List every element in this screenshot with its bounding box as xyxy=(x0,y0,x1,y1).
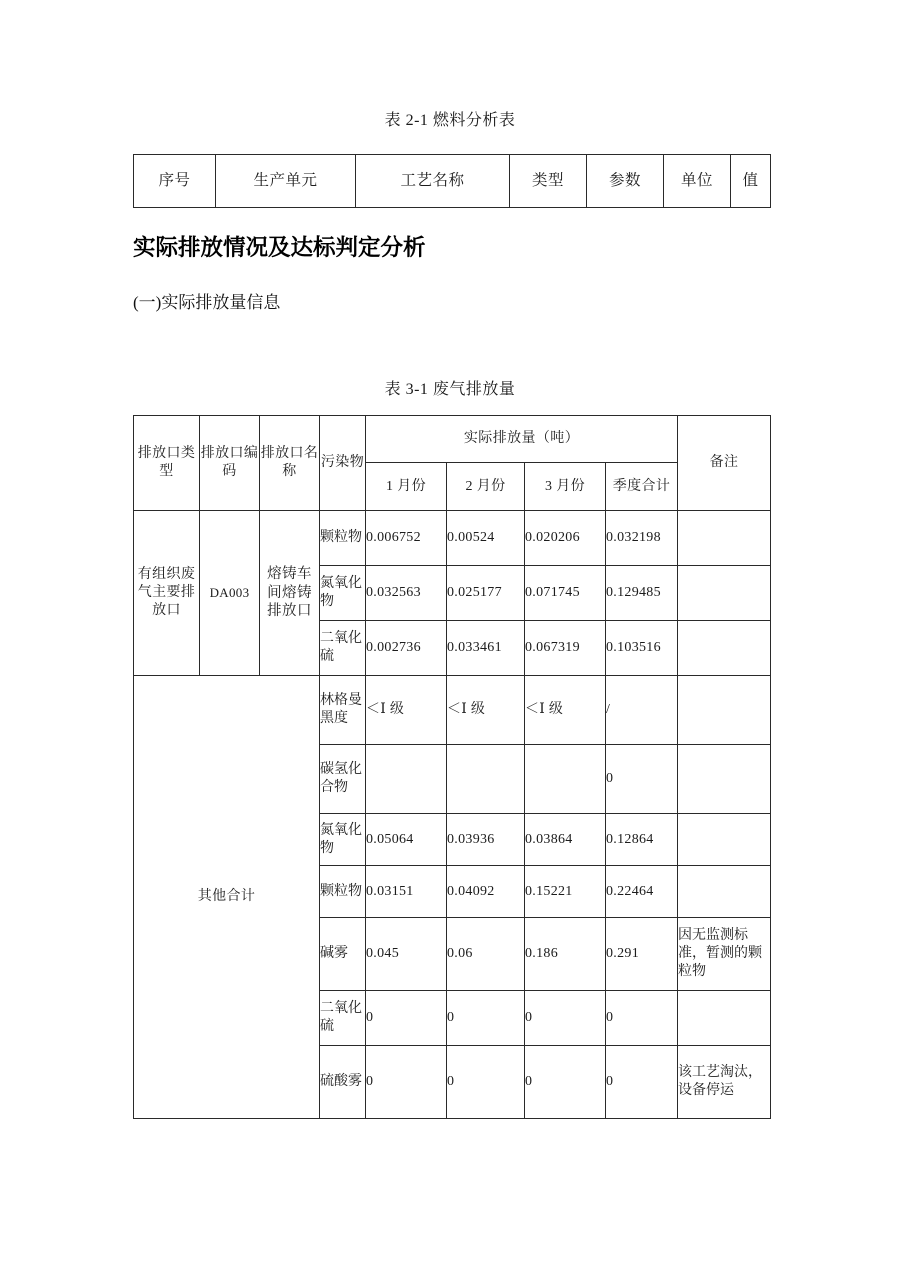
cell-month-3-value: 0 xyxy=(525,1046,606,1119)
cell-month-3-value: 0.15221 xyxy=(525,866,606,918)
cell-outlet-type-other-total: 其他合计 xyxy=(134,676,320,1119)
cell-outlet-code: DA003 xyxy=(200,511,260,676)
cell-month-3-value: 0.186 xyxy=(525,918,606,991)
cell-month-3-value: 0.03864 xyxy=(525,814,606,866)
cell-month-1-value: 0.045 xyxy=(366,918,447,991)
header-cell-outlet-code: 排放口编码 xyxy=(200,416,260,511)
cell-month-3-value: 0.020206 xyxy=(525,511,606,566)
cell-month-2-value: 0.06 xyxy=(447,918,525,991)
cell-pollutant: 氮氧化物 xyxy=(320,814,366,866)
cell-quarter-total-value: 0 xyxy=(606,991,678,1046)
cell-quarter-total-value: / xyxy=(606,676,678,745)
cell-pollutant: 硫酸雾 xyxy=(320,1046,366,1119)
cell-month-1-value: 0.03151 xyxy=(366,866,447,918)
cell-outlet-type-organized: 有组织废气主要排放口 xyxy=(134,511,200,676)
cell-pollutant: 二氧化硫 xyxy=(320,621,366,676)
cell-quarter-total-value: 0.22464 xyxy=(606,866,678,918)
header-cell-month-3: 3 月份 xyxy=(525,463,606,511)
cell-month-2-value: 0.03936 xyxy=(447,814,525,866)
cell-month-2-value xyxy=(447,745,525,814)
cell-quarter-total-value: 0.032198 xyxy=(606,511,678,566)
header-cell-remark: 备注 xyxy=(678,416,771,511)
cell-month-3-value: ＜Ⅰ 级 xyxy=(525,676,606,745)
cell-month-1-value: 0.032563 xyxy=(366,566,447,621)
header-cell-value: 值 xyxy=(731,155,771,208)
header-cell-production-unit: 生产单元 xyxy=(216,155,356,208)
cell-pollutant: 林格曼黑度 xyxy=(320,676,366,745)
table-row xyxy=(134,511,771,566)
header-cell-quarter-total: 季度合计 xyxy=(606,463,678,511)
header-cell-month-2: 2 月份 xyxy=(447,463,525,511)
header-cell-parameter: 参数 xyxy=(587,155,664,208)
header-cell-index: 序号 xyxy=(134,155,216,208)
cell-month-3-value: 0.071745 xyxy=(525,566,606,621)
header-cell-pollutant: 污染物 xyxy=(320,416,366,511)
cell-month-1-value: 0.002736 xyxy=(366,621,447,676)
cell-month-1-value: 0.05064 xyxy=(366,814,447,866)
header-cell-outlet-type: 排放口类型 xyxy=(134,416,200,511)
table-header-row xyxy=(134,416,771,463)
cell-pollutant: 碳氢化合物 xyxy=(320,745,366,814)
table-row xyxy=(134,155,771,208)
cell-quarter-total-value: 0 xyxy=(606,1046,678,1119)
cell-month-2-value: 0 xyxy=(447,1046,525,1119)
cell-quarter-total-value: 0.103516 xyxy=(606,621,678,676)
cell-month-1-value: ＜Ⅰ 级 xyxy=(366,676,447,745)
header-cell-process-name: 工艺名称 xyxy=(356,155,510,208)
header-cell-outlet-name: 排放口名称 xyxy=(260,416,320,511)
cell-remark: 该工艺淘汰，设备停运 xyxy=(678,1046,771,1119)
cell-remark xyxy=(678,676,771,745)
cell-remark xyxy=(678,866,771,918)
header-cell-month-1: 1 月份 xyxy=(366,463,447,511)
cell-pollutant: 碱雾 xyxy=(320,918,366,991)
cell-month-2-value: 0.033461 xyxy=(447,621,525,676)
cell-month-1-value: 0 xyxy=(366,991,447,1046)
cell-month-2-value: 0.04092 xyxy=(447,866,525,918)
subsection-heading: (一)实际排放量信息 xyxy=(133,293,281,312)
cell-remark xyxy=(678,621,771,676)
table-3-1-caption: 表 3-1 废气排放量 xyxy=(384,381,516,398)
cell-pollutant: 氮氧化物 xyxy=(320,566,366,621)
cell-month-2-value: 0 xyxy=(447,991,525,1046)
section-heading: 实际排放情况及达标判定分析 xyxy=(133,235,426,261)
cell-month-1-value xyxy=(366,745,447,814)
cell-remark xyxy=(678,814,771,866)
waste-gas-emission-table xyxy=(133,415,771,1119)
cell-remark xyxy=(678,745,771,814)
cell-outlet-name: 熔铸车间熔铸排放口 xyxy=(260,511,320,676)
fuel-analysis-table xyxy=(133,154,771,208)
cell-quarter-total-value: 0.12864 xyxy=(606,814,678,866)
cell-month-2-value: 0.025177 xyxy=(447,566,525,621)
cell-pollutant: 颗粒物 xyxy=(320,866,366,918)
cell-quarter-total-value: 0 xyxy=(606,745,678,814)
cell-month-3-value xyxy=(525,745,606,814)
cell-month-1-value: 0.006752 xyxy=(366,511,447,566)
cell-month-1-value: 0 xyxy=(366,1046,447,1119)
header-cell-actual-emission-group: 实际排放量（吨） xyxy=(366,416,678,463)
cell-remark xyxy=(678,991,771,1046)
cell-remark xyxy=(678,511,771,566)
cell-month-3-value: 0 xyxy=(525,991,606,1046)
table-row xyxy=(134,676,771,745)
cell-month-2-value: ＜Ⅰ 级 xyxy=(447,676,525,745)
header-cell-unit: 单位 xyxy=(664,155,731,208)
cell-month-3-value: 0.067319 xyxy=(525,621,606,676)
header-cell-type: 类型 xyxy=(510,155,587,208)
cell-pollutant: 二氧化硫 xyxy=(320,991,366,1046)
table-2-1-caption: 表 2-1 燃料分析表 xyxy=(384,112,516,129)
cell-remark xyxy=(678,566,771,621)
cell-month-2-value: 0.00524 xyxy=(447,511,525,566)
cell-pollutant: 颗粒物 xyxy=(320,511,366,566)
cell-quarter-total-value: 0.129485 xyxy=(606,566,678,621)
cell-quarter-total-value: 0.291 xyxy=(606,918,678,991)
cell-remark: 因无监测标准，暂测的颗粒物 xyxy=(678,918,771,991)
